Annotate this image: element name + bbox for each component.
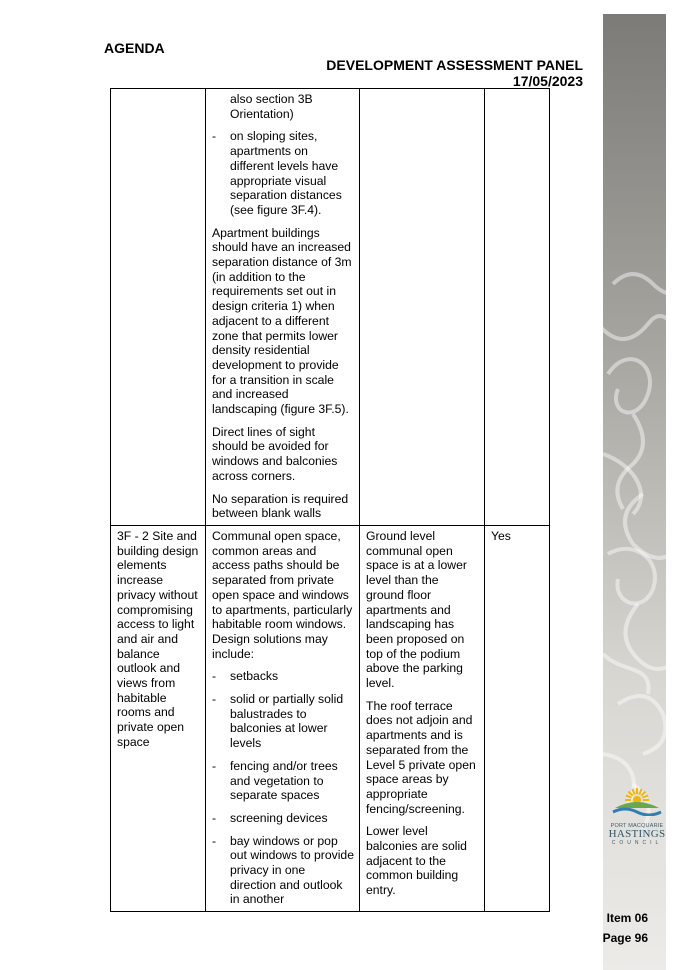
bullet-dash: - [212, 669, 217, 684]
list-item-text: screening devices [230, 810, 328, 825]
paragraph: Communal open space, common areas and access paths should be separated from private open space and windows to apartments, particularly habitable room windows. Design solutions may include: [212, 528, 353, 661]
list-item-text: fencing and/or trees and vegetation to separate spaces [230, 758, 338, 803]
item-number: Item 06 [606, 911, 648, 925]
list-item [212, 692, 354, 751]
bullet-dash: - [212, 129, 217, 144]
list-item [212, 129, 354, 217]
continued-text: also section 3B Orientation) [230, 92, 313, 121]
logo-text-line1: PORT MACQUARIE [610, 823, 664, 829]
meeting-date: 17/05/2023 [512, 73, 583, 89]
table-cell-requirements [206, 525, 360, 911]
table-cell [360, 89, 485, 526]
table-cell-objective: 3F - 2 Site and building design elements increase privacy without compromising access to light and air and balance outlook and views from habitable rooms and private open space [111, 525, 206, 911]
paragraph: Lower level balconies are solid adjacent to the common building entry. [366, 824, 467, 898]
panel-heading: DEVELOPMENT ASSESSMENT PANEL [326, 57, 583, 73]
table-cell [485, 89, 550, 526]
paragraph: The roof terrace does not adjoin and apartments and is separated from the Level 5 private open space areas by appropriate fencing/screening. [366, 698, 476, 816]
list-item-text: solid or partially solid balustrades to balconies at lower levels [230, 692, 344, 751]
table-row [111, 89, 550, 526]
council-logo [607, 786, 667, 846]
list-item [212, 834, 354, 908]
paragraph: Ground level communal open space is at a lower level than the ground floor apartments and landscaping has been proposed on top of the podium above the parking level. [366, 528, 467, 691]
assessment-table [110, 88, 550, 912]
list-item-text: on sloping sites, apartments on different levels have appropriate visual separation distances (see figure 3F.4). [230, 129, 342, 217]
table-cell [111, 89, 206, 526]
list-item-text: setbacks [230, 669, 279, 684]
paragraph: Direct lines of sight should be avoided for windows and balconies across corners. [212, 424, 338, 483]
paragraph: No separation is required between blank walls [212, 491, 349, 521]
table-cell-comments [360, 525, 485, 911]
list-item [212, 759, 354, 803]
paragraph: Apartment buildings should have an increased separation distance of 3m (in addition to the requirements set out in design criteria 1) when adjacent to a different zone that permits lower density residential development to provide for a transition in scale and increased landscaping (figure 3F.5). [212, 225, 352, 417]
table-row [111, 525, 550, 911]
bullet-dash: - [212, 810, 217, 825]
table-cell-requirements [206, 89, 360, 526]
page-number: Page 96 [602, 931, 648, 945]
list-item [212, 669, 354, 684]
list-item [212, 811, 354, 826]
logo-text-line3: COUNCIL [611, 840, 663, 846]
table-cell-compliance: Yes [485, 525, 550, 911]
logo-text-line2: HASTINGS [608, 828, 666, 840]
agenda-heading: AGENDA [104, 40, 165, 56]
bullet-dash: - [212, 692, 217, 707]
logo-emblem-icon [607, 786, 667, 816]
bullet-dash: - [212, 833, 217, 848]
list-item-text: bay windows or pop out windows to provide privacy in one direction and outlook in another [230, 833, 354, 907]
bullet-dash: - [212, 758, 217, 773]
